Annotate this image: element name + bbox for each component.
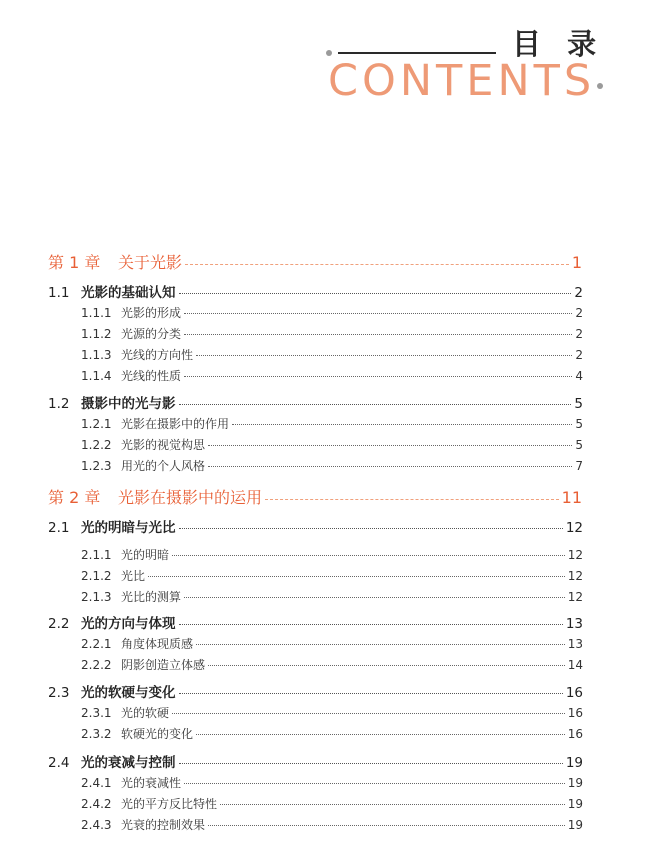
toc-entry-title: 光线的方向性 (121, 348, 194, 362)
toc-dot-leader (196, 644, 565, 645)
toc-entry-number: 1.1.1 (81, 306, 112, 320)
toc-section-row[interactable] (48, 681, 583, 701)
toc-section-row[interactable] (48, 516, 583, 536)
toc-entry-title: 光衰的控制效果 (121, 818, 206, 832)
toc-subsection-row[interactable] (81, 704, 583, 724)
toc-entry-title: 光比的测算 (121, 590, 182, 604)
toc-page-number: 2 (575, 348, 583, 362)
toc-section-row[interactable] (48, 281, 583, 301)
toc-entry-number: 2.3 (48, 685, 70, 701)
toc-entry-number: 2.2.2 (81, 658, 112, 672)
toc-chapter-row[interactable] (48, 250, 582, 270)
toc-entry-title: 阴影创造立体感 (121, 658, 206, 672)
toc-page-number: 19 (567, 818, 583, 832)
toc-entry-title: 光影的视觉构思 (121, 438, 206, 452)
toc-dot-leader (179, 293, 572, 294)
toc-entry-number: 2.4.3 (81, 818, 112, 832)
toc-entry-title: 光的衰减性 (121, 776, 182, 790)
toc-entry-title: 光的软硬与变化 (81, 685, 176, 701)
toc-subsection-row[interactable] (81, 436, 583, 456)
toc-subsection-row[interactable] (81, 816, 583, 836)
toc-entry-number: 2.2 (48, 616, 70, 632)
toc-chapter-row[interactable] (48, 485, 582, 505)
toc-page-number: 16 (565, 685, 583, 701)
toc-dot-leader (196, 355, 572, 356)
toc-dot-leader (179, 624, 563, 625)
toc-subsection-row[interactable] (81, 457, 583, 477)
toc-dot-leader (179, 763, 563, 764)
toc-entry-title: 光影在摄影中的作用 (121, 417, 230, 431)
toc-entry-title: 光源的分类 (121, 327, 182, 341)
toc-dot-leader (208, 665, 565, 666)
toc-page-number: 2 (574, 285, 583, 301)
toc-entry-title: 光的方向与体现 (81, 616, 176, 632)
toc-page-number: 16 (567, 706, 583, 720)
toc-dot-leader (184, 597, 565, 598)
toc-dot-leader (172, 555, 565, 556)
toc-page-number: 4 (575, 369, 583, 383)
toc-entry-number: 1.1.2 (81, 327, 112, 341)
toc-dot-leader (196, 734, 565, 735)
toc-dot-leader (179, 528, 563, 529)
toc-subsection-row[interactable] (81, 346, 583, 366)
toc-section-row[interactable] (48, 392, 583, 412)
toc-page-number: 12 (567, 548, 583, 562)
toc-page-number: 19 (565, 755, 583, 771)
toc-dot-leader (232, 424, 572, 425)
toc-page-number: 19 (567, 776, 583, 790)
toc-entry-number: 2.4 (48, 755, 70, 771)
toc-entry-number: 1.1 (48, 285, 70, 301)
toc-entry-number: 1.1.4 (81, 369, 112, 383)
toc-page-number: 12 (567, 569, 583, 583)
toc-entry-number: 2.3.1 (81, 706, 112, 720)
toc-entry-number: 第 2 章 (48, 488, 101, 507)
toc-dot-leader (265, 499, 559, 500)
toc-entry-number: 2.4.1 (81, 776, 112, 790)
toc-dot-leader (220, 804, 565, 805)
toc-entry-number: 2.1.2 (81, 569, 112, 583)
toc-dot-leader (184, 313, 572, 314)
toc-entry-title: 软硬光的变化 (121, 727, 194, 741)
toc-dot-leader (184, 334, 572, 335)
toc-entry-title: 光的衰减与控制 (81, 755, 176, 771)
toc-page-number: 14 (567, 658, 583, 672)
toc-entry-title: 光影在摄影中的运用 (118, 488, 263, 507)
page-title: 目 录 (512, 27, 605, 61)
toc-page-number: 13 (565, 616, 583, 632)
toc-page-number: 13 (567, 637, 583, 651)
toc-entry-title: 关于光影 (118, 253, 183, 272)
toc-entry-title: 光比 (121, 569, 146, 583)
toc-subsection-row[interactable] (81, 367, 583, 387)
toc-entry-title: 光的平方反比特性 (121, 797, 218, 811)
toc-subsection-row[interactable] (81, 415, 583, 435)
toc-entry-title: 光的软硬 (121, 706, 170, 720)
toc-page-number: 12 (567, 590, 583, 604)
toc-dot-leader (179, 693, 563, 694)
toc-subsection-row[interactable] (81, 795, 583, 815)
toc-entry-title: 光影的基础认知 (81, 285, 176, 301)
toc-page-number: 2 (575, 306, 583, 320)
toc-subsection-row[interactable] (81, 656, 583, 676)
toc-dot-leader (172, 713, 565, 714)
toc-page-number: 16 (567, 727, 583, 741)
toc-page-number: 19 (567, 797, 583, 811)
toc-entry-number: 2.1.1 (81, 548, 112, 562)
toc-entry-title: 角度体现质感 (121, 637, 194, 651)
toc-dot-leader (184, 376, 572, 377)
toc-entry-number: 1.1.3 (81, 348, 112, 362)
toc-dot-leader (208, 466, 572, 467)
toc-subsection-row[interactable] (81, 635, 583, 655)
page-subtitle: CONTENTS (328, 56, 596, 106)
toc-entry-title: 光的明暗与光比 (81, 520, 176, 536)
toc-entry-number: 1.2.1 (81, 417, 112, 431)
toc-entry-number: 1.2 (48, 396, 70, 412)
toc-entry-number: 1.2.2 (81, 438, 112, 452)
toc-subsection-row[interactable] (81, 588, 583, 608)
toc-entry-number: 2.4.2 (81, 797, 112, 811)
toc-entry-number: 2.1.3 (81, 590, 112, 604)
toc-page-number: 12 (565, 520, 583, 536)
toc-entry-title: 摄影中的光与影 (81, 396, 176, 412)
toc-subsection-row[interactable] (81, 546, 583, 566)
toc-entry-title: 光的明暗 (121, 548, 170, 562)
toc-page-number: 5 (574, 396, 583, 412)
toc-entry-title: 光影的形成 (121, 306, 182, 320)
toc-page-number: 11 (561, 488, 582, 507)
toc-subsection-row[interactable] (81, 325, 583, 345)
toc-page-number: 2 (575, 327, 583, 341)
toc-entry-title: 用光的个人风格 (121, 459, 206, 473)
toc-entry-number: 1.2.3 (81, 459, 112, 473)
toc-dot-leader (208, 825, 565, 826)
toc-section-row[interactable] (48, 751, 583, 771)
toc-dot-leader (179, 404, 572, 405)
toc-subsection-row[interactable] (81, 304, 583, 324)
toc-dot-leader (185, 264, 569, 265)
toc-section-row[interactable] (48, 612, 583, 632)
toc-entry-number: 2.3.2 (81, 727, 112, 741)
toc-entry-title: 光线的性质 (121, 369, 182, 383)
toc-page-number: 1 (571, 253, 582, 272)
toc-dot-leader (148, 576, 565, 577)
toc-dot-leader (208, 445, 572, 446)
toc-page-number: 5 (575, 417, 583, 431)
toc-entry-number: 2.1 (48, 520, 70, 536)
toc-entry-number: 第 1 章 (48, 253, 101, 272)
toc-subsection-row[interactable] (81, 774, 583, 794)
toc-subsection-row[interactable] (81, 567, 583, 587)
toc-subsection-row[interactable] (81, 725, 583, 745)
toc-page-number: 7 (575, 459, 583, 473)
toc-dot-leader (184, 783, 565, 784)
toc-page-number: 5 (575, 438, 583, 452)
toc-entry-number: 2.2.1 (81, 637, 112, 651)
